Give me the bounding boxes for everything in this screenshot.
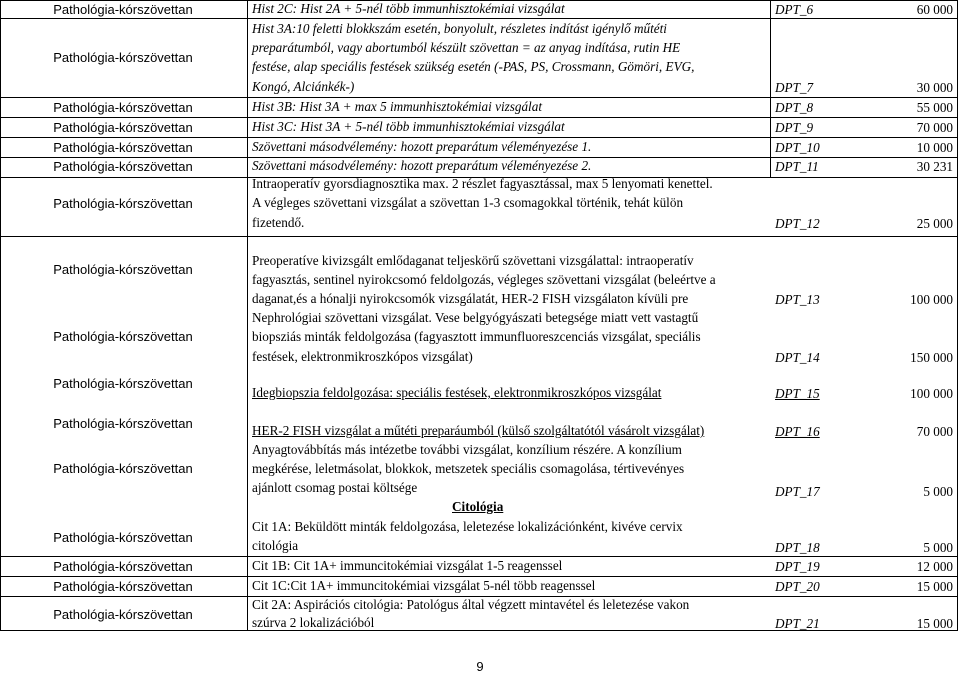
price-cell: 100 000 — [910, 386, 953, 401]
category-cell: Pathológia-kórszövettan — [53, 416, 193, 431]
table-border-right — [957, 0, 958, 631]
description-line: citológia — [252, 538, 299, 553]
code-cell: DPT_16 — [775, 424, 820, 439]
description-cell: Hist 2C: Hist 2A + 5-nél több immunhisztokémiai vizsgálat — [252, 1, 565, 16]
column-divider-2 — [770, 0, 771, 98]
description-cell: Idegbiopszia feldolgozása: speciális festések, elektronmikroszkópos vizsgálat — [252, 385, 662, 400]
price-cell: 15 000 — [916, 616, 953, 631]
description-cell: Szövettani másodvélemény: hozott preparátum véleményezése 2. — [252, 158, 592, 173]
description-line: Nephrológiai szövettani vizsgálat. Vese belgyógyászati betegsége miatt vett vastagtű — [252, 310, 699, 325]
column-divider-1 — [247, 0, 248, 631]
code-cell: DPT_17 — [775, 484, 820, 499]
code-cell: DPT_8 — [775, 100, 814, 115]
description-cell: Hist 3C: Hist 3A + 5-nél több immunhisztokémiai vizsgálat — [252, 119, 565, 134]
code-cell: DPT_15 — [775, 386, 820, 401]
price-cell: 25 000 — [916, 216, 953, 231]
code-cell: DPT_14 — [775, 350, 820, 365]
category-cell: Pathológia-kórszövettan — [53, 140, 193, 155]
description-cell: Hist 3B: Hist 3A + max 5 immunhisztokémiai vizsgálat — [252, 99, 542, 114]
code-cell: DPT_19 — [775, 559, 820, 574]
price-cell: 100 000 — [910, 292, 953, 307]
description-line: biopsziás minták feldolgozása (fagyasztott immunfluoreszcenciás vizsgálat, speciális — [252, 329, 701, 344]
category-cell: Pathológia-kórszövettan — [53, 579, 193, 594]
price-cell: 60 000 — [916, 2, 953, 17]
price-cell: 70 000 — [916, 424, 953, 439]
price-cell: 5 000 — [923, 540, 953, 555]
description-line: Cit 1A: Beküldött minták feldolgozása, leletezése lokalizációnként, kivéve cervix — [252, 519, 683, 534]
category-cell: Pathológia-kórszövettan — [53, 376, 193, 391]
price-cell: 5 000 — [923, 484, 953, 499]
code-cell: DPT_18 — [775, 540, 820, 555]
category-cell: Pathológia-kórszövettan — [53, 50, 193, 65]
code-cell: DPT_20 — [775, 579, 820, 594]
section-heading: Citológia — [452, 499, 504, 514]
description-line: daganat,és a hónalji nyirokcsomók vizsgálatát, HER-2 FISH vizsgálaton kívüli pre — [252, 291, 689, 306]
price-cell: 10 000 — [916, 140, 953, 155]
description-line: festése, alap speciális festések szükség esetén (-PAS, PS, Crossmann, Gömöri, EVG, — [252, 59, 695, 74]
category-cell: Pathológia-kórszövettan — [53, 159, 193, 174]
category-cell: Pathológia-kórszövettan — [53, 607, 193, 622]
description-line: preparátumból, vagy abortumból készült szövettan = az anyag indítása, rutin HE — [252, 40, 681, 55]
code-cell: DPT_12 — [775, 216, 820, 231]
description-line: Intraoperatív gyorsdiagnosztika max. 2 részlet fagyasztással, max 5 lenyomati kenettel. — [252, 176, 713, 191]
code-cell: DPT_7 — [775, 80, 814, 95]
price-cell: 12 000 — [916, 559, 953, 574]
description-line: A végleges szövettani vizsgálat a szövettan 1-3 csomagokkal történik, tehát külön — [252, 195, 684, 210]
row-border — [0, 236, 958, 237]
description-line: megkérése, leletmásolat, blokkok, metszetek speciális csomagolása, tértivevényes — [252, 461, 685, 476]
column-divider-2b — [770, 98, 771, 178]
description-line: Hist 3A:10 feletti blokkszám esetén, bonyolult, részletes indítást igénylő műtéti — [252, 21, 667, 36]
description-line: festések, elektronmikroszkópos vizsgálat) — [252, 349, 473, 364]
description-line: szúrva 2 lokalizációból — [252, 615, 375, 630]
description-line: fagyasztás, sentinel nyirokcsomó feldolgozás, végleges szövettani vizsgálat (beleértve a — [252, 272, 716, 287]
category-cell: Pathológia-kórszövettan — [53, 559, 193, 574]
description-line: Anyagtovábbítás más intézetbe további vizsgálat, konzílium részére. A konzílium — [252, 442, 682, 457]
category-cell: Pathológia-kórszövettan — [53, 262, 193, 277]
description-cell: Cit 1C:Cit 1A+ immuncitokémiai vizsgálat 5-nél több reagenssel — [252, 578, 596, 593]
category-cell: Pathológia-kórszövettan — [53, 2, 193, 17]
price-cell: 30 000 — [916, 80, 953, 95]
category-cell: Pathológia-kórszövettan — [53, 196, 193, 211]
category-cell: Pathológia-kórszövettan — [53, 120, 193, 135]
description-line: Cit 2A: Aspirációs citológia: Patológus által végzett mintavétel és leletezése vakon — [252, 597, 690, 612]
description-line: fizetendő. — [252, 215, 305, 230]
price-cell: 15 000 — [916, 579, 953, 594]
page-number: 9 — [476, 659, 484, 674]
description-line: Preoperatíve kivizsgált emlődaganat teljeskörű szövettani vizsgálattal: intraoperatív — [252, 253, 694, 268]
code-cell: DPT_9 — [775, 120, 814, 135]
price-cell: 70 000 — [916, 120, 953, 135]
description-cell: Szövettani másodvélemény: hozott preparátum véleményezése 1. — [252, 139, 592, 154]
code-cell: DPT_10 — [775, 140, 820, 155]
code-cell: DPT_13 — [775, 292, 820, 307]
price-cell: 30 231 — [916, 159, 953, 174]
description-line: Kongó, Alciánkék-) — [252, 79, 355, 94]
price-cell: 55 000 — [916, 100, 953, 115]
code-cell: DPT_21 — [775, 616, 820, 631]
description-cell: Cit 1B: Cit 1A+ immuncitokémiai vizsgálat 1-5 reagenssel — [252, 558, 563, 573]
code-cell: DPT_11 — [775, 159, 819, 174]
category-cell: Pathológia-kórszövettan — [53, 461, 193, 476]
description-line: ajánlott csomag postai költsége — [252, 480, 418, 495]
code-cell: DPT_6 — [775, 2, 814, 17]
category-cell: Pathológia-kórszövettan — [53, 530, 193, 545]
category-cell: Pathológia-kórszövettan — [53, 329, 193, 344]
description-cell: HER-2 FISH vizsgálat a műtéti preparáumból (külső szolgáltatótól vásárolt vizsgálat) — [252, 423, 705, 438]
category-cell: Pathológia-kórszövettan — [53, 100, 193, 115]
price-cell: 150 000 — [910, 350, 953, 365]
